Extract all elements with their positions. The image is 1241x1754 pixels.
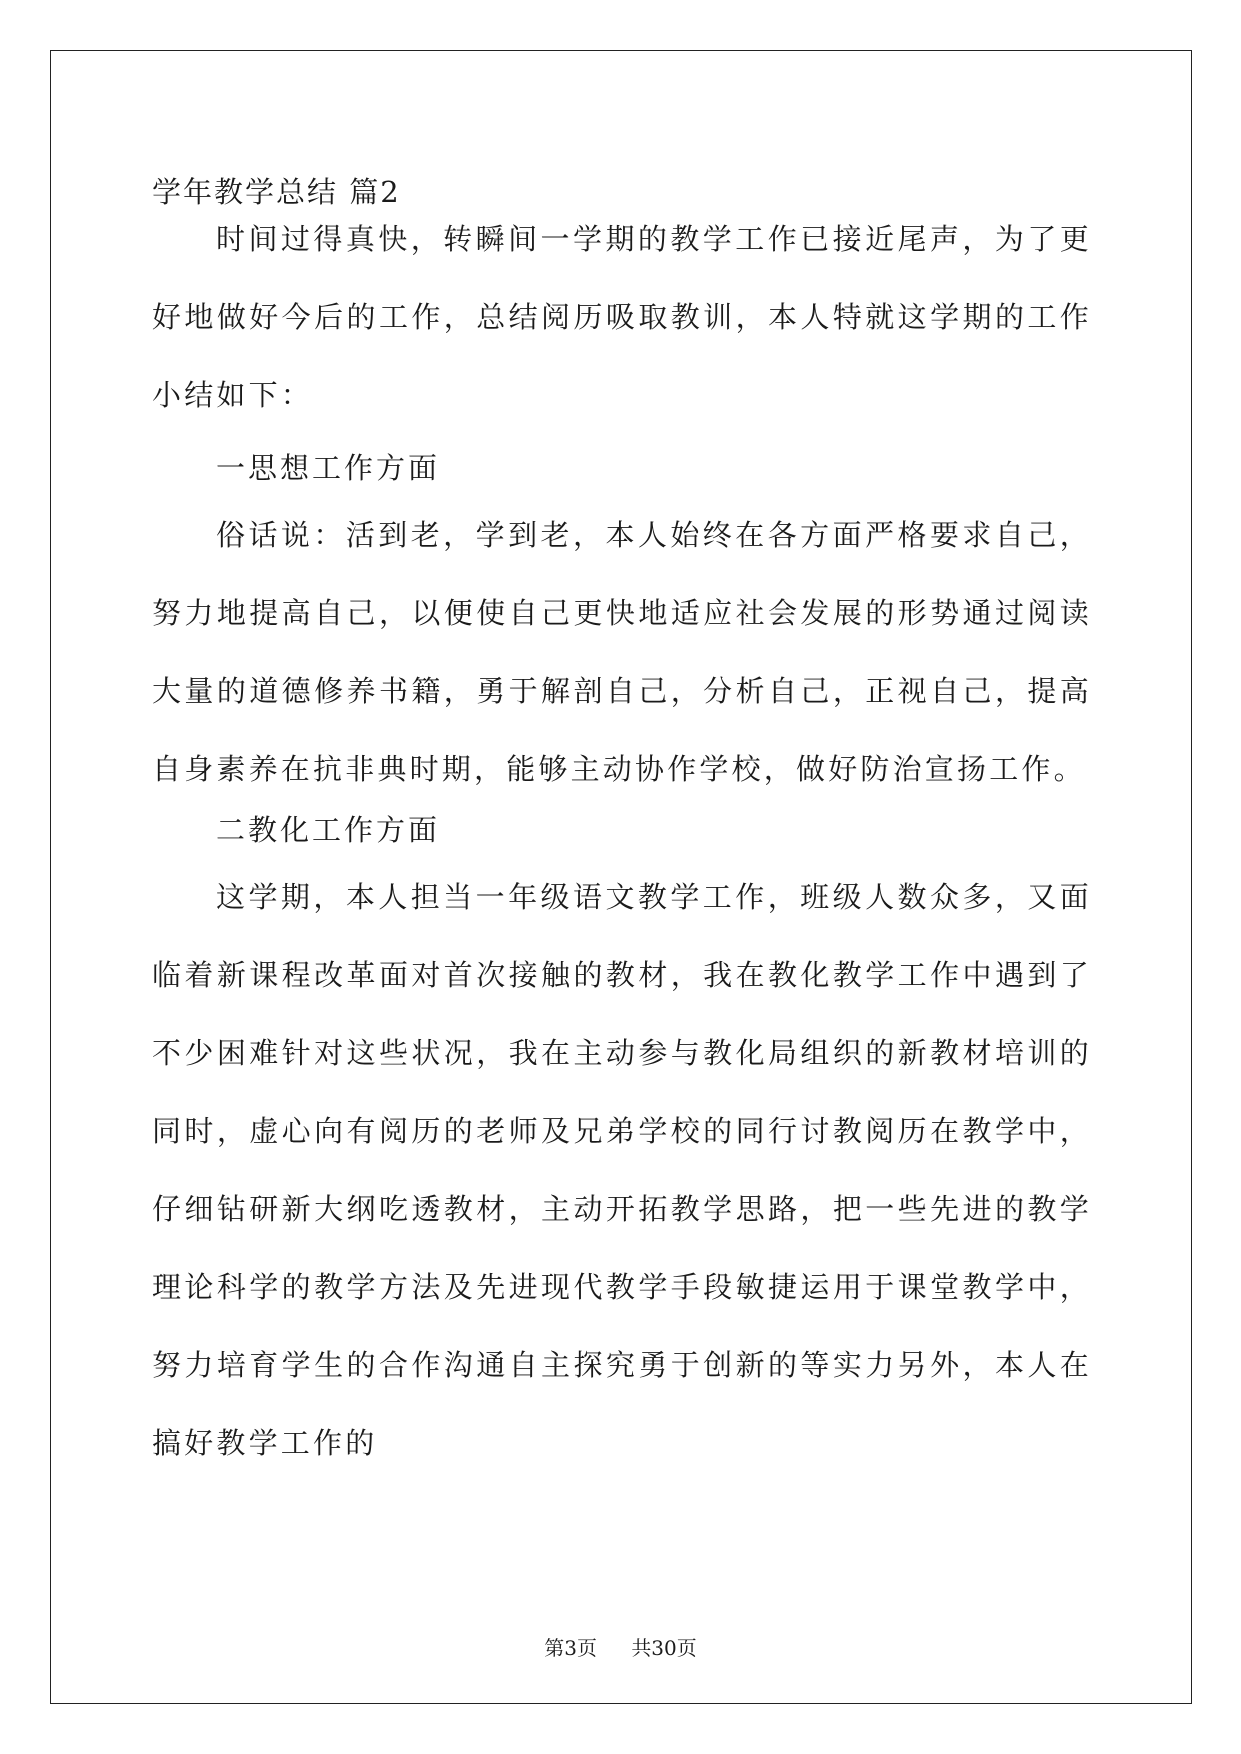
paragraph-section-1: 俗话说：活到老，学到老，本人始终在各方面严格要求自己，努力地提高自己，以便使自己更快地适应社会发展的形势通过阅读大量的道德修养书籍，勇于解剖自己，分析自己，正视自己，提高自身素养在抗非典时期，能够主动协作学校，做好防治宣扬工作。 — [152, 518, 1092, 786]
paragraph-section-2: 这学期，本人担当一年级语文教学工作，班级人数众多，又面临着新课程改革面对首次接触的教材，我在教化教学工作中遇到了不少困难针对这些状况，我在主动参与教化局组织的新教材培训的同时，虚心向有阅历的老师及兄弟学校的同行讨教阅历在教学中，仔细钻研新大纲吃透教材，主动开拓教学思路，把一些先进的教学理论科学的教学方法及先进现代教学手段敏捷运用于课堂教学中，努力培育学生的合作沟通自主探究勇于创新的等实力另外，本人在搞好教学工作的 — [152, 880, 1092, 1460]
section-heading-1: 一思想工作方面 — [216, 451, 441, 485]
paragraph-intro: 时间过得真快，转瞬间一学期的教学工作已接近尾声，为了更好地做好今后的工作，总结阅历吸取教训，本人特就这学期的工作小结如下： — [152, 222, 1092, 412]
section-heading-2: 二教化工作方面 — [216, 813, 441, 847]
document-title: 学年教学总结 篇2 — [152, 175, 401, 209]
current-page-number: 第3页 — [544, 1636, 597, 1660]
total-pages: 共30页 — [631, 1636, 697, 1660]
page-footer — [0, 1632, 1241, 1661]
